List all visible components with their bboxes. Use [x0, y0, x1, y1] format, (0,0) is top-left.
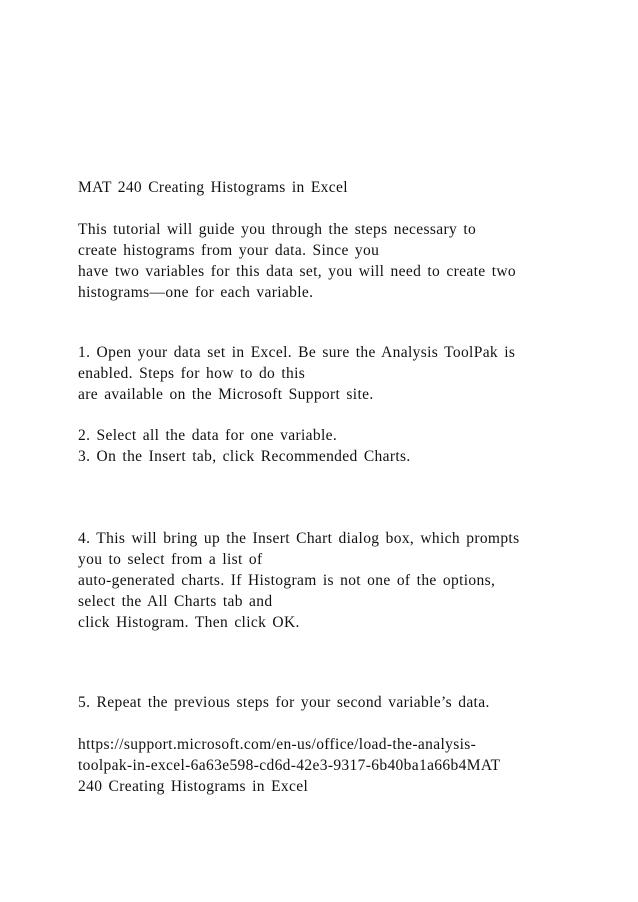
step3-line: 3. On the Insert tab, click Recommended Charts.: [78, 448, 411, 465]
intro-line-1: This tutorial will guide you through the steps necessary to: [78, 221, 477, 238]
step1-line-1: 1. Open your data set in Excel. Be sure the Analysis ToolPak is: [78, 344, 516, 361]
step5-line: 5. Repeat the previous steps for your second variable’s data.: [78, 694, 490, 711]
step4-line-5: click Histogram. Then click OK.: [78, 614, 300, 631]
intro-line-3: have two variables for this data set, you will need to create two: [78, 263, 516, 280]
document-title: MAT 240 Creating Histograms in Excel: [78, 179, 348, 196]
step4-line-1: 4. This will bring up the Insert Chart dialog box, which prompts: [78, 530, 520, 547]
step1-line-3: are available on the Microsoft Support site.: [78, 386, 374, 403]
intro-line-2: create histograms from your data. Since you: [78, 242, 380, 259]
step4-line-4: select the All Charts tab and: [78, 593, 273, 610]
step1-line-2: enabled. Steps for how to do this: [78, 365, 306, 382]
step4-line-3: auto-generated charts. If Histogram is not one of the options,: [78, 572, 496, 589]
url-line-2: toolpak-in-excel-6a63e598-cd6d-42e3-9317-6b40ba1a66b4MAT: [78, 757, 501, 774]
step4-line-2: you to select from a list of: [78, 551, 263, 568]
url-line-3: 240 Creating Histograms in Excel: [78, 778, 309, 795]
intro-line-4: histograms—one for each variable.: [78, 284, 314, 301]
step2-line: 2. Select all the data for one variable.: [78, 427, 338, 444]
url-line-1: https://support.microsoft.com/en-us/office/load-the-analysis-: [78, 736, 477, 753]
